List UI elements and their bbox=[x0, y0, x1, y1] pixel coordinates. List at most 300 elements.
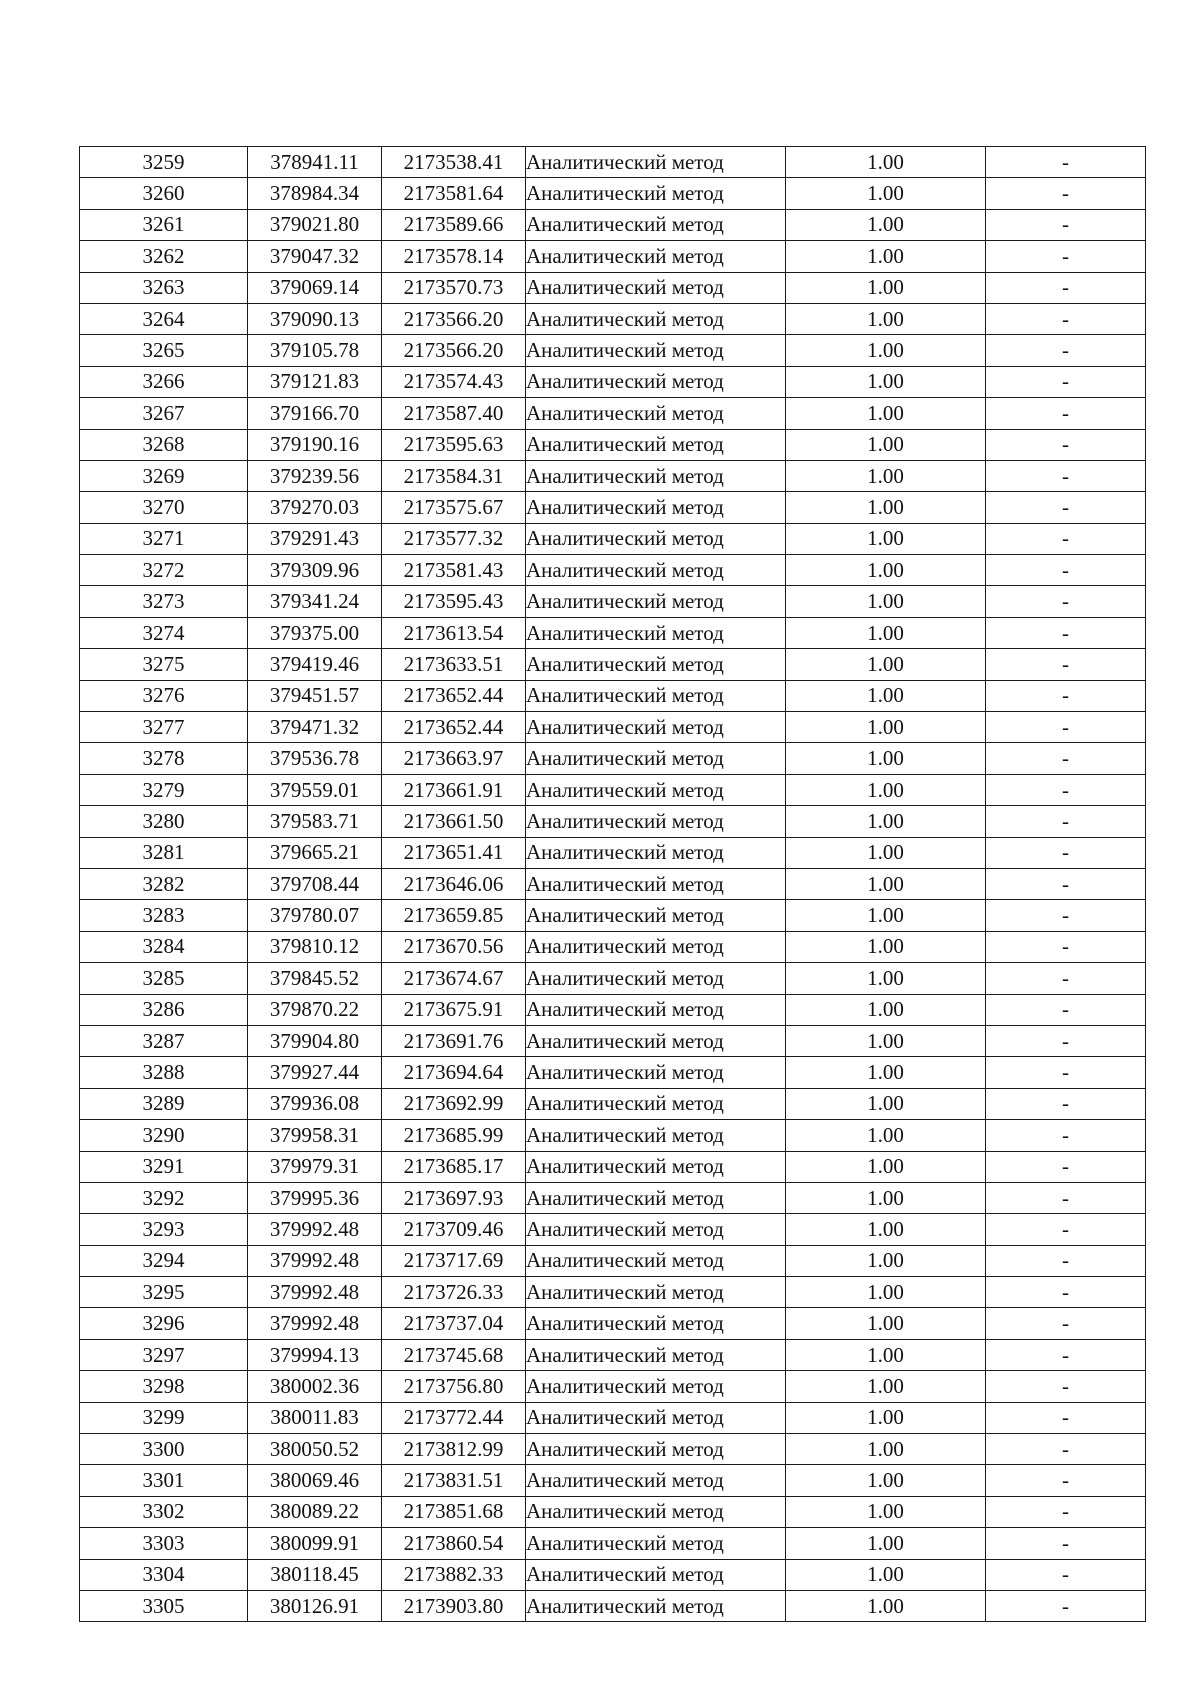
x-coordinate-cell: 380126.91 bbox=[248, 1590, 382, 1621]
point-number-cell: 3288 bbox=[80, 1057, 248, 1088]
accuracy-cell: 1.00 bbox=[786, 963, 986, 994]
method-cell: Аналитический метод bbox=[526, 1214, 786, 1245]
note-cell: - bbox=[986, 712, 1146, 743]
method-cell: Аналитический метод bbox=[526, 209, 786, 240]
y-coordinate-cell: 2173595.43 bbox=[382, 586, 526, 617]
x-coordinate-cell: 379341.24 bbox=[248, 586, 382, 617]
table-row bbox=[80, 931, 1146, 962]
x-coordinate-cell: 378941.11 bbox=[248, 147, 382, 178]
note-cell: - bbox=[986, 1402, 1146, 1433]
point-number-cell: 3279 bbox=[80, 774, 248, 805]
note-cell: - bbox=[986, 492, 1146, 523]
accuracy-cell: 1.00 bbox=[786, 868, 986, 899]
point-number-cell: 3261 bbox=[80, 209, 248, 240]
point-number-cell: 3304 bbox=[80, 1559, 248, 1590]
accuracy-cell: 1.00 bbox=[786, 209, 986, 240]
x-coordinate-cell: 379810.12 bbox=[248, 931, 382, 962]
method-cell: Аналитический метод bbox=[526, 1590, 786, 1621]
y-coordinate-cell: 2173633.51 bbox=[382, 649, 526, 680]
note-cell: - bbox=[986, 1528, 1146, 1559]
point-number-cell: 3264 bbox=[80, 303, 248, 334]
note-cell: - bbox=[986, 649, 1146, 680]
point-number-cell: 3268 bbox=[80, 429, 248, 460]
method-cell: Аналитический метод bbox=[526, 649, 786, 680]
point-number-cell: 3298 bbox=[80, 1371, 248, 1402]
table-row bbox=[80, 147, 1146, 178]
y-coordinate-cell: 2173756.80 bbox=[382, 1371, 526, 1402]
x-coordinate-cell: 379708.44 bbox=[248, 868, 382, 899]
note-cell: - bbox=[986, 1590, 1146, 1621]
y-coordinate-cell: 2173694.64 bbox=[382, 1057, 526, 1088]
y-coordinate-cell: 2173578.14 bbox=[382, 241, 526, 272]
point-number-cell: 3296 bbox=[80, 1308, 248, 1339]
table-row bbox=[80, 1339, 1146, 1370]
x-coordinate-cell: 379309.96 bbox=[248, 555, 382, 586]
table-row bbox=[80, 492, 1146, 523]
y-coordinate-cell: 2173812.99 bbox=[382, 1434, 526, 1465]
point-number-cell: 3291 bbox=[80, 1151, 248, 1182]
accuracy-cell: 1.00 bbox=[786, 931, 986, 962]
accuracy-cell: 1.00 bbox=[786, 555, 986, 586]
accuracy-cell: 1.00 bbox=[786, 806, 986, 837]
note-cell: - bbox=[986, 1371, 1146, 1402]
accuracy-cell: 1.00 bbox=[786, 1590, 986, 1621]
point-number-cell: 3282 bbox=[80, 868, 248, 899]
y-coordinate-cell: 2173587.40 bbox=[382, 398, 526, 429]
method-cell: Аналитический метод bbox=[526, 1277, 786, 1308]
table-row bbox=[80, 1308, 1146, 1339]
x-coordinate-cell: 379239.56 bbox=[248, 460, 382, 491]
y-coordinate-cell: 2173831.51 bbox=[382, 1465, 526, 1496]
y-coordinate-cell: 2173581.43 bbox=[382, 555, 526, 586]
y-coordinate-cell: 2173882.33 bbox=[382, 1559, 526, 1590]
x-coordinate-cell: 379166.70 bbox=[248, 398, 382, 429]
note-cell: - bbox=[986, 900, 1146, 931]
accuracy-cell: 1.00 bbox=[786, 1528, 986, 1559]
method-cell: Аналитический метод bbox=[526, 712, 786, 743]
x-coordinate-cell: 380099.91 bbox=[248, 1528, 382, 1559]
note-cell: - bbox=[986, 366, 1146, 397]
table-row bbox=[80, 1559, 1146, 1590]
method-cell: Аналитический метод bbox=[526, 178, 786, 209]
method-cell: Аналитический метод bbox=[526, 1559, 786, 1590]
accuracy-cell: 1.00 bbox=[786, 900, 986, 931]
x-coordinate-cell: 379047.32 bbox=[248, 241, 382, 272]
point-number-cell: 3295 bbox=[80, 1277, 248, 1308]
method-cell: Аналитический метод bbox=[526, 837, 786, 868]
method-cell: Аналитический метод bbox=[526, 1120, 786, 1151]
accuracy-cell: 1.00 bbox=[786, 429, 986, 460]
note-cell: - bbox=[986, 774, 1146, 805]
method-cell: Аналитический метод bbox=[526, 1151, 786, 1182]
method-cell: Аналитический метод bbox=[526, 1088, 786, 1119]
x-coordinate-cell: 380089.22 bbox=[248, 1496, 382, 1527]
accuracy-cell: 1.00 bbox=[786, 303, 986, 334]
accuracy-cell: 1.00 bbox=[786, 1057, 986, 1088]
accuracy-cell: 1.00 bbox=[786, 1245, 986, 1276]
accuracy-cell: 1.00 bbox=[786, 1465, 986, 1496]
table-row bbox=[80, 303, 1146, 334]
method-cell: Аналитический метод bbox=[526, 617, 786, 648]
method-cell: Аналитический метод bbox=[526, 523, 786, 554]
table-row bbox=[80, 209, 1146, 240]
table-row bbox=[80, 429, 1146, 460]
accuracy-cell: 1.00 bbox=[786, 1339, 986, 1370]
method-cell: Аналитический метод bbox=[526, 1308, 786, 1339]
note-cell: - bbox=[986, 1057, 1146, 1088]
method-cell: Аналитический метод bbox=[526, 366, 786, 397]
point-number-cell: 3266 bbox=[80, 366, 248, 397]
method-cell: Аналитический метод bbox=[526, 147, 786, 178]
y-coordinate-cell: 2173685.99 bbox=[382, 1120, 526, 1151]
point-number-cell: 3265 bbox=[80, 335, 248, 366]
coordinates-table bbox=[79, 146, 1146, 1622]
method-cell: Аналитический метод bbox=[526, 931, 786, 962]
table-row bbox=[80, 743, 1146, 774]
point-number-cell: 3281 bbox=[80, 837, 248, 868]
point-number-cell: 3278 bbox=[80, 743, 248, 774]
y-coordinate-cell: 2173670.56 bbox=[382, 931, 526, 962]
table-row bbox=[80, 241, 1146, 272]
note-cell: - bbox=[986, 680, 1146, 711]
note-cell: - bbox=[986, 272, 1146, 303]
point-number-cell: 3286 bbox=[80, 994, 248, 1025]
note-cell: - bbox=[986, 1559, 1146, 1590]
note-cell: - bbox=[986, 429, 1146, 460]
table-row bbox=[80, 1465, 1146, 1496]
note-cell: - bbox=[986, 743, 1146, 774]
note-cell: - bbox=[986, 586, 1146, 617]
point-number-cell: 3272 bbox=[80, 555, 248, 586]
table-row bbox=[80, 617, 1146, 648]
y-coordinate-cell: 2173685.17 bbox=[382, 1151, 526, 1182]
x-coordinate-cell: 379979.31 bbox=[248, 1151, 382, 1182]
accuracy-cell: 1.00 bbox=[786, 272, 986, 303]
x-coordinate-cell: 379936.08 bbox=[248, 1088, 382, 1119]
y-coordinate-cell: 2173851.68 bbox=[382, 1496, 526, 1527]
method-cell: Аналитический метод bbox=[526, 1245, 786, 1276]
table-row bbox=[80, 1496, 1146, 1527]
point-number-cell: 3293 bbox=[80, 1214, 248, 1245]
y-coordinate-cell: 2173745.68 bbox=[382, 1339, 526, 1370]
x-coordinate-cell: 380050.52 bbox=[248, 1434, 382, 1465]
accuracy-cell: 1.00 bbox=[786, 1308, 986, 1339]
table-row bbox=[80, 649, 1146, 680]
method-cell: Аналитический метод bbox=[526, 1371, 786, 1402]
method-cell: Аналитический метод bbox=[526, 1434, 786, 1465]
point-number-cell: 3300 bbox=[80, 1434, 248, 1465]
x-coordinate-cell: 379992.48 bbox=[248, 1245, 382, 1276]
y-coordinate-cell: 2173661.50 bbox=[382, 806, 526, 837]
note-cell: - bbox=[986, 209, 1146, 240]
y-coordinate-cell: 2173717.69 bbox=[382, 1245, 526, 1276]
point-number-cell: 3274 bbox=[80, 617, 248, 648]
y-coordinate-cell: 2173646.06 bbox=[382, 868, 526, 899]
x-coordinate-cell: 380118.45 bbox=[248, 1559, 382, 1590]
accuracy-cell: 1.00 bbox=[786, 1025, 986, 1056]
point-number-cell: 3275 bbox=[80, 649, 248, 680]
table-row bbox=[80, 1057, 1146, 1088]
y-coordinate-cell: 2173659.85 bbox=[382, 900, 526, 931]
table-row bbox=[80, 1371, 1146, 1402]
accuracy-cell: 1.00 bbox=[786, 1434, 986, 1465]
accuracy-cell: 1.00 bbox=[786, 1496, 986, 1527]
note-cell: - bbox=[986, 1434, 1146, 1465]
point-number-cell: 3301 bbox=[80, 1465, 248, 1496]
method-cell: Аналитический метод bbox=[526, 1465, 786, 1496]
x-coordinate-cell: 379419.46 bbox=[248, 649, 382, 680]
y-coordinate-cell: 2173675.91 bbox=[382, 994, 526, 1025]
y-coordinate-cell: 2173584.31 bbox=[382, 460, 526, 491]
y-coordinate-cell: 2173674.67 bbox=[382, 963, 526, 994]
method-cell: Аналитический метод bbox=[526, 806, 786, 837]
note-cell: - bbox=[986, 868, 1146, 899]
accuracy-cell: 1.00 bbox=[786, 1182, 986, 1213]
table-row bbox=[80, 1088, 1146, 1119]
table-row bbox=[80, 366, 1146, 397]
x-coordinate-cell: 379451.57 bbox=[248, 680, 382, 711]
x-coordinate-cell: 379845.52 bbox=[248, 963, 382, 994]
method-cell: Аналитический метод bbox=[526, 868, 786, 899]
method-cell: Аналитический метод bbox=[526, 1182, 786, 1213]
note-cell: - bbox=[986, 1088, 1146, 1119]
note-cell: - bbox=[986, 1245, 1146, 1276]
accuracy-cell: 1.00 bbox=[786, 398, 986, 429]
point-number-cell: 3294 bbox=[80, 1245, 248, 1276]
accuracy-cell: 1.00 bbox=[786, 837, 986, 868]
x-coordinate-cell: 380002.36 bbox=[248, 1371, 382, 1402]
note-cell: - bbox=[986, 241, 1146, 272]
point-number-cell: 3276 bbox=[80, 680, 248, 711]
table-row bbox=[80, 1120, 1146, 1151]
method-cell: Аналитический метод bbox=[526, 963, 786, 994]
method-cell: Аналитический метод bbox=[526, 1496, 786, 1527]
point-number-cell: 3302 bbox=[80, 1496, 248, 1527]
y-coordinate-cell: 2173651.41 bbox=[382, 837, 526, 868]
y-coordinate-cell: 2173570.73 bbox=[382, 272, 526, 303]
table-row bbox=[80, 1590, 1146, 1621]
method-cell: Аналитический метод bbox=[526, 303, 786, 334]
y-coordinate-cell: 2173581.64 bbox=[382, 178, 526, 209]
x-coordinate-cell: 379995.36 bbox=[248, 1182, 382, 1213]
table-body bbox=[80, 147, 1146, 1622]
x-coordinate-cell: 379904.80 bbox=[248, 1025, 382, 1056]
method-cell: Аналитический метод bbox=[526, 272, 786, 303]
note-cell: - bbox=[986, 806, 1146, 837]
method-cell: Аналитический метод bbox=[526, 492, 786, 523]
accuracy-cell: 1.00 bbox=[786, 774, 986, 805]
y-coordinate-cell: 2173652.44 bbox=[382, 712, 526, 743]
table-row bbox=[80, 1025, 1146, 1056]
note-cell: - bbox=[986, 147, 1146, 178]
method-cell: Аналитический метод bbox=[526, 241, 786, 272]
y-coordinate-cell: 2173589.66 bbox=[382, 209, 526, 240]
note-cell: - bbox=[986, 931, 1146, 962]
method-cell: Аналитический метод bbox=[526, 1025, 786, 1056]
x-coordinate-cell: 378984.34 bbox=[248, 178, 382, 209]
x-coordinate-cell: 379665.21 bbox=[248, 837, 382, 868]
table-row bbox=[80, 1245, 1146, 1276]
point-number-cell: 3284 bbox=[80, 931, 248, 962]
note-cell: - bbox=[986, 837, 1146, 868]
x-coordinate-cell: 379190.16 bbox=[248, 429, 382, 460]
accuracy-cell: 1.00 bbox=[786, 712, 986, 743]
accuracy-cell: 1.00 bbox=[786, 366, 986, 397]
method-cell: Аналитический метод bbox=[526, 900, 786, 931]
x-coordinate-cell: 379270.03 bbox=[248, 492, 382, 523]
y-coordinate-cell: 2173692.99 bbox=[382, 1088, 526, 1119]
point-number-cell: 3269 bbox=[80, 460, 248, 491]
point-number-cell: 3289 bbox=[80, 1088, 248, 1119]
y-coordinate-cell: 2173737.04 bbox=[382, 1308, 526, 1339]
y-coordinate-cell: 2173691.76 bbox=[382, 1025, 526, 1056]
note-cell: - bbox=[986, 1465, 1146, 1496]
method-cell: Аналитический метод bbox=[526, 1057, 786, 1088]
table-row bbox=[80, 555, 1146, 586]
table-row bbox=[80, 335, 1146, 366]
method-cell: Аналитический метод bbox=[526, 335, 786, 366]
accuracy-cell: 1.00 bbox=[786, 1559, 986, 1590]
x-coordinate-cell: 380011.83 bbox=[248, 1402, 382, 1433]
point-number-cell: 3273 bbox=[80, 586, 248, 617]
point-number-cell: 3259 bbox=[80, 147, 248, 178]
method-cell: Аналитический метод bbox=[526, 680, 786, 711]
accuracy-cell: 1.00 bbox=[786, 586, 986, 617]
point-number-cell: 3290 bbox=[80, 1120, 248, 1151]
point-number-cell: 3280 bbox=[80, 806, 248, 837]
y-coordinate-cell: 2173903.80 bbox=[382, 1590, 526, 1621]
table-row bbox=[80, 1402, 1146, 1433]
x-coordinate-cell: 379992.48 bbox=[248, 1277, 382, 1308]
x-coordinate-cell: 379992.48 bbox=[248, 1308, 382, 1339]
y-coordinate-cell: 2173538.41 bbox=[382, 147, 526, 178]
note-cell: - bbox=[986, 460, 1146, 491]
table-row bbox=[80, 900, 1146, 931]
method-cell: Аналитический метод bbox=[526, 994, 786, 1025]
accuracy-cell: 1.00 bbox=[786, 460, 986, 491]
accuracy-cell: 1.00 bbox=[786, 1214, 986, 1245]
x-coordinate-cell: 379471.32 bbox=[248, 712, 382, 743]
method-cell: Аналитический метод bbox=[526, 1339, 786, 1370]
table-row bbox=[80, 1151, 1146, 1182]
point-number-cell: 3263 bbox=[80, 272, 248, 303]
y-coordinate-cell: 2173709.46 bbox=[382, 1214, 526, 1245]
note-cell: - bbox=[986, 617, 1146, 648]
point-number-cell: 3287 bbox=[80, 1025, 248, 1056]
y-coordinate-cell: 2173860.54 bbox=[382, 1528, 526, 1559]
table-row bbox=[80, 868, 1146, 899]
accuracy-cell: 1.00 bbox=[786, 178, 986, 209]
x-coordinate-cell: 380069.46 bbox=[248, 1465, 382, 1496]
point-number-cell: 3260 bbox=[80, 178, 248, 209]
point-number-cell: 3297 bbox=[80, 1339, 248, 1370]
accuracy-cell: 1.00 bbox=[786, 1277, 986, 1308]
y-coordinate-cell: 2173574.43 bbox=[382, 366, 526, 397]
x-coordinate-cell: 379536.78 bbox=[248, 743, 382, 774]
x-coordinate-cell: 379958.31 bbox=[248, 1120, 382, 1151]
x-coordinate-cell: 379927.44 bbox=[248, 1057, 382, 1088]
accuracy-cell: 1.00 bbox=[786, 680, 986, 711]
accuracy-cell: 1.00 bbox=[786, 1151, 986, 1182]
table-row bbox=[80, 963, 1146, 994]
accuracy-cell: 1.00 bbox=[786, 241, 986, 272]
table-row bbox=[80, 1528, 1146, 1559]
accuracy-cell: 1.00 bbox=[786, 335, 986, 366]
note-cell: - bbox=[986, 1151, 1146, 1182]
table-row bbox=[80, 680, 1146, 711]
x-coordinate-cell: 379870.22 bbox=[248, 994, 382, 1025]
method-cell: Аналитический метод bbox=[526, 774, 786, 805]
note-cell: - bbox=[986, 1025, 1146, 1056]
accuracy-cell: 1.00 bbox=[786, 147, 986, 178]
method-cell: Аналитический метод bbox=[526, 555, 786, 586]
x-coordinate-cell: 379121.83 bbox=[248, 366, 382, 397]
method-cell: Аналитический метод bbox=[526, 743, 786, 774]
method-cell: Аналитический метод bbox=[526, 460, 786, 491]
point-number-cell: 3305 bbox=[80, 1590, 248, 1621]
y-coordinate-cell: 2173661.91 bbox=[382, 774, 526, 805]
x-coordinate-cell: 379105.78 bbox=[248, 335, 382, 366]
accuracy-cell: 1.00 bbox=[786, 649, 986, 680]
table-row bbox=[80, 1434, 1146, 1465]
y-coordinate-cell: 2173652.44 bbox=[382, 680, 526, 711]
method-cell: Аналитический метод bbox=[526, 429, 786, 460]
x-coordinate-cell: 379780.07 bbox=[248, 900, 382, 931]
note-cell: - bbox=[986, 1308, 1146, 1339]
y-coordinate-cell: 2173726.33 bbox=[382, 1277, 526, 1308]
note-cell: - bbox=[986, 1214, 1146, 1245]
y-coordinate-cell: 2173577.32 bbox=[382, 523, 526, 554]
y-coordinate-cell: 2173595.63 bbox=[382, 429, 526, 460]
accuracy-cell: 1.00 bbox=[786, 1402, 986, 1433]
table-row bbox=[80, 398, 1146, 429]
accuracy-cell: 1.00 bbox=[786, 994, 986, 1025]
point-number-cell: 3277 bbox=[80, 712, 248, 743]
x-coordinate-cell: 379375.00 bbox=[248, 617, 382, 648]
accuracy-cell: 1.00 bbox=[786, 523, 986, 554]
accuracy-cell: 1.00 bbox=[786, 743, 986, 774]
accuracy-cell: 1.00 bbox=[786, 1371, 986, 1402]
point-number-cell: 3283 bbox=[80, 900, 248, 931]
table-row bbox=[80, 1214, 1146, 1245]
note-cell: - bbox=[986, 1277, 1146, 1308]
note-cell: - bbox=[986, 555, 1146, 586]
note-cell: - bbox=[986, 1182, 1146, 1213]
note-cell: - bbox=[986, 994, 1146, 1025]
x-coordinate-cell: 379994.13 bbox=[248, 1339, 382, 1370]
note-cell: - bbox=[986, 963, 1146, 994]
table-row bbox=[80, 523, 1146, 554]
point-number-cell: 3262 bbox=[80, 241, 248, 272]
method-cell: Аналитический метод bbox=[526, 1528, 786, 1559]
method-cell: Аналитический метод bbox=[526, 398, 786, 429]
table-row bbox=[80, 586, 1146, 617]
accuracy-cell: 1.00 bbox=[786, 1120, 986, 1151]
y-coordinate-cell: 2173697.93 bbox=[382, 1182, 526, 1213]
accuracy-cell: 1.00 bbox=[786, 617, 986, 648]
table-row bbox=[80, 460, 1146, 491]
y-coordinate-cell: 2173566.20 bbox=[382, 335, 526, 366]
table-row bbox=[80, 272, 1146, 303]
x-coordinate-cell: 379583.71 bbox=[248, 806, 382, 837]
y-coordinate-cell: 2173613.54 bbox=[382, 617, 526, 648]
table-row bbox=[80, 837, 1146, 868]
y-coordinate-cell: 2173575.67 bbox=[382, 492, 526, 523]
accuracy-cell: 1.00 bbox=[786, 492, 986, 523]
point-number-cell: 3303 bbox=[80, 1528, 248, 1559]
point-number-cell: 3271 bbox=[80, 523, 248, 554]
note-cell: - bbox=[986, 335, 1146, 366]
